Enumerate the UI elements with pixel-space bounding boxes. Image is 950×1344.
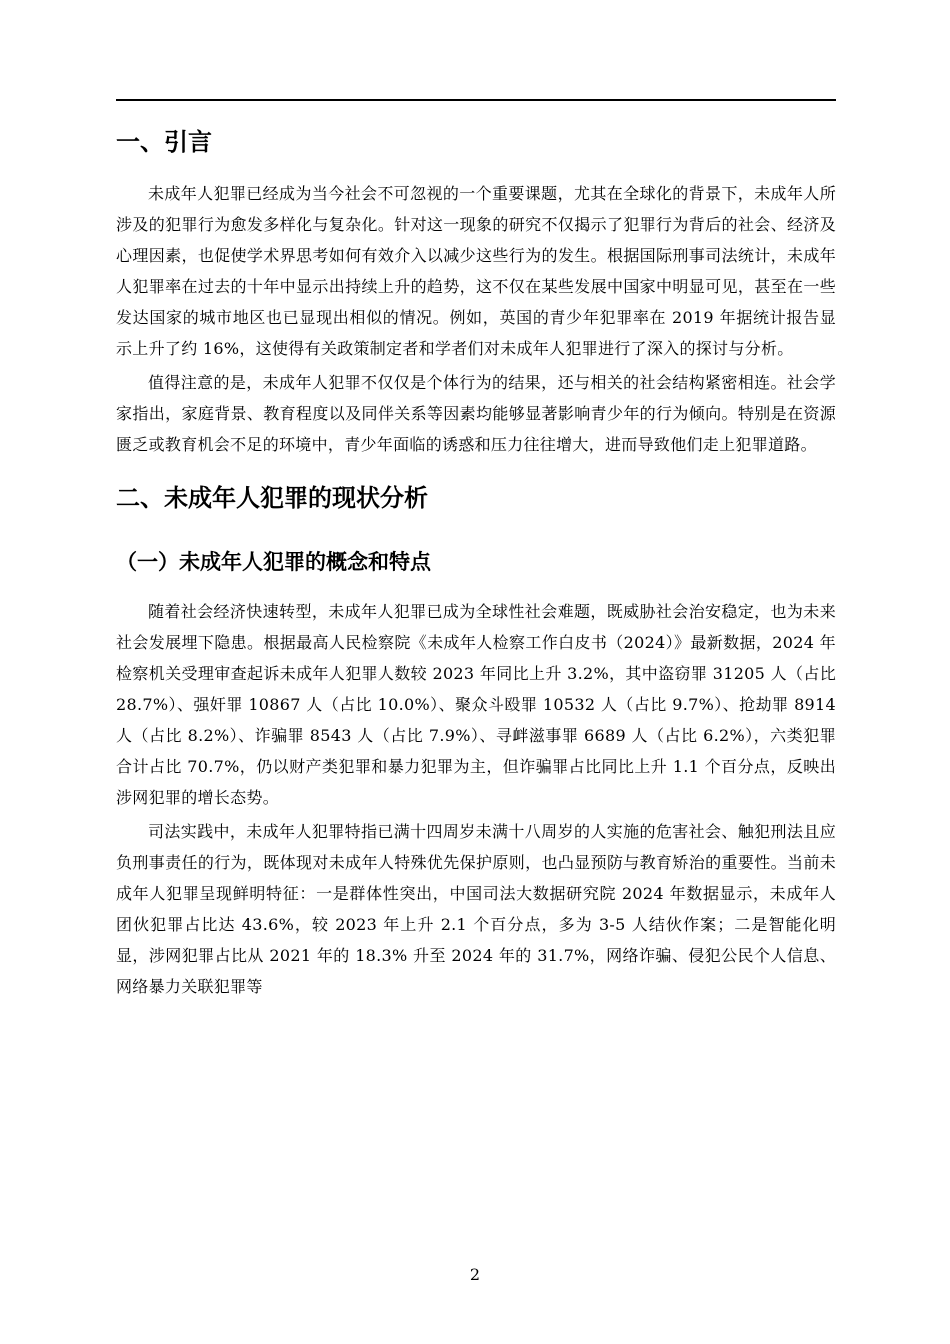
intro-paragraph-1: 未成年人犯罪已经成为当今社会不可忽视的一个重要课题，尤其在全球化的背景下，未成年人所涉及的犯罪行为愈发多样化与复杂化。针对这一现象的研究不仅揭示了犯罪行为背后的社会、经济及心理因素，也促使学术界思考如何有效介入以减少这些行为的发生。根据国际刑事司法统计，未成年人犯罪率在过去的十年中显示出持续上升的趋势，这不仅在某些发展中国家中明显可见，甚至在一些发达国家的城市地区也已显现出相似的情况。例如，英国的青少年犯罪率在 2019 年据统计报告显示上升了约 16%，这使得有关政策制定者和学者们对未成年人犯罪进行了深入的探讨与分析。: [116, 184, 836, 358]
page-number: 2: [469, 1265, 481, 1284]
header-rule: [116, 99, 836, 101]
intro-paragraph-2: 值得注意的是，未成年人犯罪不仅仅是个体行为的结果，还与相关的社会结构紧密相连。社会学家指出，家庭背景、教育程度以及同伴关系等因素均能够显著影响青少年的行为倾向。特别是在资源匮乏或教育机会不足的环境中，青少年面临的诱惑和压力往往增大，进而导致他们走上犯罪道路。: [116, 373, 836, 454]
document-body: [116, 112, 836, 1002]
concept-paragraph-2: 司法实践中，未成年人犯罪特指已满十四周岁未满十八周岁的人实施的危害社会、触犯刑法且应负刑事责任的行为，既体现对未成年人特殊优先保护原则，也凸显预防与教育矫治的重要性。当前未成年人犯罪呈现鲜明特征：一是群体性突出，中国司法大数据研究院 2024 年数据显示，未成年人团伙犯罪占比达 43.6%，较 2023 年上升 2.1 个百分点，多为 3-5 人结伙作案；二是智能化明显，涉网犯罪占比从 2021 年的 18.3% 升至 2024 年的 31.7%，网络诈骗、侵犯公民个人信息、网络暴力关联犯罪等: [116, 822, 836, 996]
subsection-heading-concept: （一）未成年人犯罪的概念和特点: [116, 550, 431, 574]
concept-paragraph-1: 随着社会经济快速转型，未成年人犯罪已成为全球性社会难题，既威胁社会治安稳定，也为未来社会发展埋下隐患。根据最高人民检察院《未成年人检察工作白皮书（2024）》最新数据，2024 年检察机关受理审查起诉未成年人犯罪人数较 2023 年同比上升 3.2%，其中盗窃罪 31205 人（占比 28.7%）、强奸罪 10867 人（占比 10.0%）、聚众斗殴罪 10532 人（占比 9.7%）、抢劫罪 8914 人（占比 8.2%）、诈骗罪 8543 人（占比 7.9%）、寻衅滋事罪 6689 人（占比 6.2%），六类犯罪合计占比 70.7%，仍以财产类犯罪和暴力犯罪为主，但诈骗罪占比同比上升 1.1 个百分点，反映出涉网犯罪的增长态势。: [116, 602, 836, 807]
section-heading-status: 二、未成年人犯罪的现状分析: [116, 484, 428, 512]
section-heading-intro: 一、引言: [116, 128, 212, 156]
